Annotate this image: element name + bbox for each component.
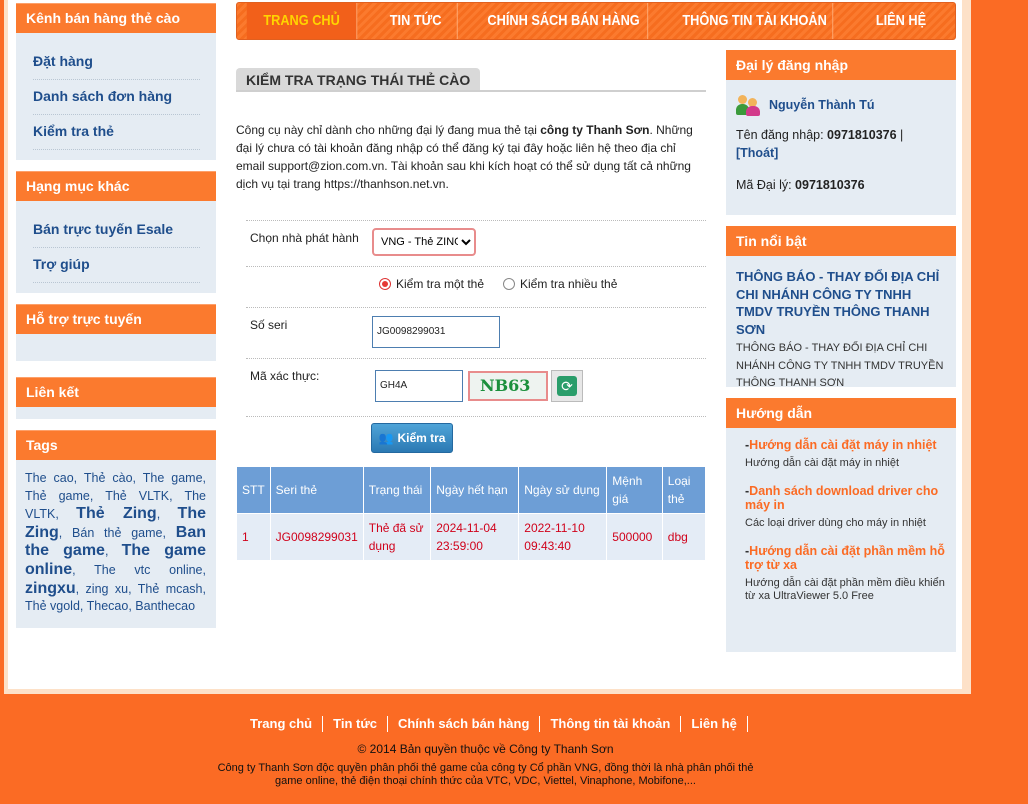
guide-list — [726, 428, 956, 625]
guide-item-desc: Hướng dẫn cài đặt phần mềm điều khiển từ xa UltraViewer 5.0 Free — [745, 577, 945, 602]
username-label: Tên đăng nhập: — [736, 128, 828, 142]
other-title: Hạng mục khác — [16, 171, 216, 201]
check-button-label: Kiểm tra — [397, 431, 446, 445]
table-header-cell: Seri thẻ — [271, 467, 363, 513]
intro-part-1: Công cụ này chỉ dành cho những đại lý đang mua thẻ tại — [236, 123, 541, 137]
menu-help[interactable]: Trợ giúp — [33, 248, 200, 283]
guide-title: Hướng dẫn — [726, 398, 956, 428]
check-mode-row — [246, 266, 706, 307]
agent-code-line — [736, 176, 946, 194]
tag-link[interactable]: The game online — [25, 542, 206, 578]
agent-name[interactable]: Nguyễn Thành Tú — [769, 98, 875, 112]
logout-link[interactable]: [Thoát] — [736, 146, 779, 160]
username-value: 0971810376 — [827, 128, 897, 142]
guide-item-title[interactable] — [745, 484, 946, 512]
table-header-cell: Trạng thái — [364, 467, 430, 513]
menu-order-list[interactable]: Danh sách đơn hàng — [33, 80, 200, 115]
guide-item — [745, 544, 946, 603]
footer-nav — [240, 716, 748, 732]
footer-description-wrap — [0, 762, 971, 788]
nav-contact[interactable]: LIÊN HỆ — [875, 12, 927, 29]
agent-login-title: Đại lý đăng nhập — [726, 50, 956, 80]
table-cell: Thẻ đã sử dụng — [364, 514, 430, 560]
table-cell: 2024-11-04 23:59:00 — [431, 514, 518, 560]
captcha-input[interactable]: GH4A — [375, 370, 463, 402]
radio-multi-label: Kiểm tra nhiều thẻ — [520, 277, 618, 291]
table-header-cell: Ngày sử dụng — [519, 467, 606, 513]
agent-name-row — [736, 94, 946, 116]
menu-check-card[interactable]: Kiểm tra thẻ — [33, 115, 200, 150]
nav-account-info[interactable]: THÔNG TIN TÀI KHOẢN — [677, 3, 833, 39]
tag-link[interactable]: zing xu — [85, 581, 129, 596]
footer-description: Công ty Thanh Sơn độc quyền phân phối thẻ game của công ty Cổ phần VNG, đồng thời là nhà phân phối thẻ game online, thẻ điện thoại chính thức của VTC, VDC, Viettel, Vinaphone, Mobifone,... — [217, 762, 754, 787]
guide-item-title-text[interactable]: Danh sách download driver cho máy in — [745, 484, 939, 512]
captcha-refresh-button[interactable] — [551, 370, 583, 402]
table-header-cell: STT — [237, 467, 270, 513]
publisher-label: Chọn nhà phát hành — [250, 231, 359, 245]
table-row — [237, 514, 705, 560]
captcha-label: Mã xác thực: — [250, 369, 320, 383]
users-icon: 👥 — [378, 431, 394, 445]
username-line: Tên đăng nhập: 0971810376 | [Thoát] — [736, 128, 904, 160]
other-box — [16, 171, 216, 293]
publisher-row — [246, 220, 706, 266]
main-nav — [236, 2, 956, 40]
tag-link[interactable]: The cao — [25, 471, 74, 485]
tag-link[interactable]: Banthecao — [135, 599, 196, 614]
featured-news-title: Tin nổi bật — [726, 226, 956, 256]
radio-multi[interactable] — [503, 277, 617, 291]
table-header-cell: Mệnh giá — [607, 467, 661, 513]
footer-nav-item[interactable]: Liên hệ — [681, 716, 748, 732]
footer-nav-item[interactable]: Thông tin tài khoản — [540, 716, 681, 732]
nav-news[interactable]: TIN TỨC — [374, 3, 457, 39]
links-title: Liên kết — [16, 377, 216, 407]
guide-item-title[interactable] — [745, 544, 946, 572]
table-cell: 1 — [237, 514, 270, 560]
tag-cloud: The cao, Thẻ cào, The game, Thẻ game, Thẻ VLTK, The VLTK, Thẻ Zing, The Zing, Bán thẻ game, Ban the game, The game online, The vtc online, zingxu, zing xu, Thẻ mcash, Thẻ vgold, Thecao, Banthecao — [25, 471, 206, 614]
table-cell: dbg — [663, 514, 705, 560]
intro-text — [236, 121, 698, 193]
tag-link[interactable]: Thẻ cào — [83, 471, 133, 485]
footer-nav-item[interactable]: Tin tức — [323, 716, 388, 732]
guide-item-desc: Các loại driver dùng cho máy in nhiệt — [745, 517, 926, 529]
radio-single-label: Kiểm tra một thẻ — [396, 277, 485, 291]
refresh-icon: ⟳ — [557, 376, 577, 396]
tag-link[interactable]: Thẻ Zing — [76, 505, 157, 523]
table-header-cell: Loại thẻ — [663, 467, 705, 513]
tag-link[interactable]: The game — [142, 471, 203, 485]
nav-home[interactable]: TRANG CHỦ — [247, 3, 358, 39]
radio-single-dot[interactable] — [379, 278, 391, 290]
guide-item — [745, 438, 946, 470]
agent-code-label: Mã Đại lý: — [736, 178, 796, 192]
captcha-row — [246, 358, 706, 416]
table-body — [237, 514, 705, 560]
serial-label: Số seri — [250, 318, 288, 332]
links-box — [16, 377, 216, 419]
tags-title: Tags — [16, 430, 216, 460]
guide-item-title[interactable] — [745, 438, 946, 452]
menu-order[interactable]: Đặt hàng — [33, 45, 200, 80]
tag-link[interactable]: Thẻ VLTK — [105, 488, 170, 503]
page-title: KIỂM TRA TRẠNG THÁI THẺ CÀO — [236, 68, 480, 90]
news-headline[interactable]: THÔNG BÁO - THAY ĐỔI ĐỊA CHỈ CHI NHÁNH CÔNG TY TNHH TMDV TRUYỀN THÔNG THANH SƠN — [736, 269, 940, 337]
tag-link[interactable]: The vtc online — [94, 562, 203, 577]
menu-esale[interactable]: Bán trực tuyến Esale — [33, 213, 200, 248]
section-title-bar — [236, 68, 706, 92]
guide-bullet: - — [745, 438, 750, 452]
sales-channel-title: Kênh bán hàng thẻ cào — [16, 3, 216, 33]
tag-link[interactable]: zingxu — [25, 579, 76, 597]
online-support-box — [16, 304, 216, 361]
news-description: THÔNG BÁO - THAY ĐỔI ĐỊA CHỈ CHI NHÁNH CÔNG TY TNHH TMDV TRUYỀN THÔNG THANH SƠN — [736, 342, 944, 389]
page-body — [8, 0, 962, 689]
table-header-row — [237, 467, 705, 513]
captcha-image: NB63 — [468, 371, 548, 401]
tag-link[interactable]: Thẻ game — [25, 488, 90, 503]
intro-part-2: . Những đại lý chưa có tài khoản đăng nhập có thể đăng ký tại đây hoặc liên hệ theo địa chỉ email support@zion.com.vn. Tài khoản sau khi kích hoạt có thể sử dụng tất cả những dịch vụ tại trang https://thanhson.net.vn. — [236, 123, 693, 191]
footer-copyright: © 2014 Bản quyền thuộc về Công ty Thanh Sơn — [357, 742, 614, 756]
check-button[interactable] — [371, 423, 453, 453]
submit-row — [246, 416, 706, 462]
tag-link[interactable]: The Zing — [25, 505, 206, 541]
agent-login-box — [726, 50, 956, 215]
nav-sales-policy[interactable]: CHÍNH SÁCH BÁN HÀNG — [480, 3, 648, 39]
intro-company: công ty Thanh Sơn — [540, 123, 650, 137]
guide-item-title-text[interactable]: Hướng dẫn cài đặt phần mềm hỗ trợ từ xa — [745, 544, 945, 572]
serial-input[interactable]: JG0098299031 — [372, 316, 500, 348]
footer-nav-item[interactable]: Trang chủ — [240, 716, 323, 732]
table-cell: 2022-11-10 09:43:40 — [519, 514, 606, 560]
table-cell: JG0098299031 — [271, 514, 363, 560]
guide-item-title-text[interactable]: Hướng dẫn cài đặt máy in nhiệt — [749, 438, 937, 452]
users-icon — [736, 94, 762, 116]
guide-bullet: - — [745, 544, 750, 558]
tag-link[interactable]: Thẻ mcash — [137, 581, 203, 596]
result-table — [236, 466, 706, 561]
guide-box — [726, 398, 956, 652]
online-support-title: Hỗ trợ trực tuyến — [16, 304, 216, 334]
guide-item — [745, 484, 946, 530]
tag-link[interactable]: Bán thẻ game — [72, 525, 163, 540]
guide-item-desc: Hướng dẫn cài đặt máy in nhiệt — [745, 457, 899, 469]
tag-link[interactable]: Thẻ vgold — [25, 599, 80, 614]
footer-nav-item[interactable]: Chính sách bán hàng — [388, 716, 540, 732]
tag-link[interactable]: The VLTK — [25, 488, 206, 522]
table-header-cell: Ngày hết hạn — [431, 467, 518, 513]
table-cell: 500000 — [607, 514, 661, 560]
tag-link[interactable]: Thecao — [86, 599, 129, 614]
agent-code-value: 0971810376 — [795, 178, 865, 192]
featured-news-box — [726, 226, 956, 387]
radio-single[interactable] — [379, 277, 484, 291]
serial-row — [246, 307, 706, 358]
tags-box — [16, 430, 216, 628]
publisher-select[interactable] — [372, 228, 476, 256]
radio-multi-dot[interactable] — [503, 278, 515, 290]
sales-channel-box — [16, 3, 216, 160]
tag-link[interactable]: Ban the game — [25, 523, 206, 560]
guide-bullet: - — [745, 484, 750, 498]
